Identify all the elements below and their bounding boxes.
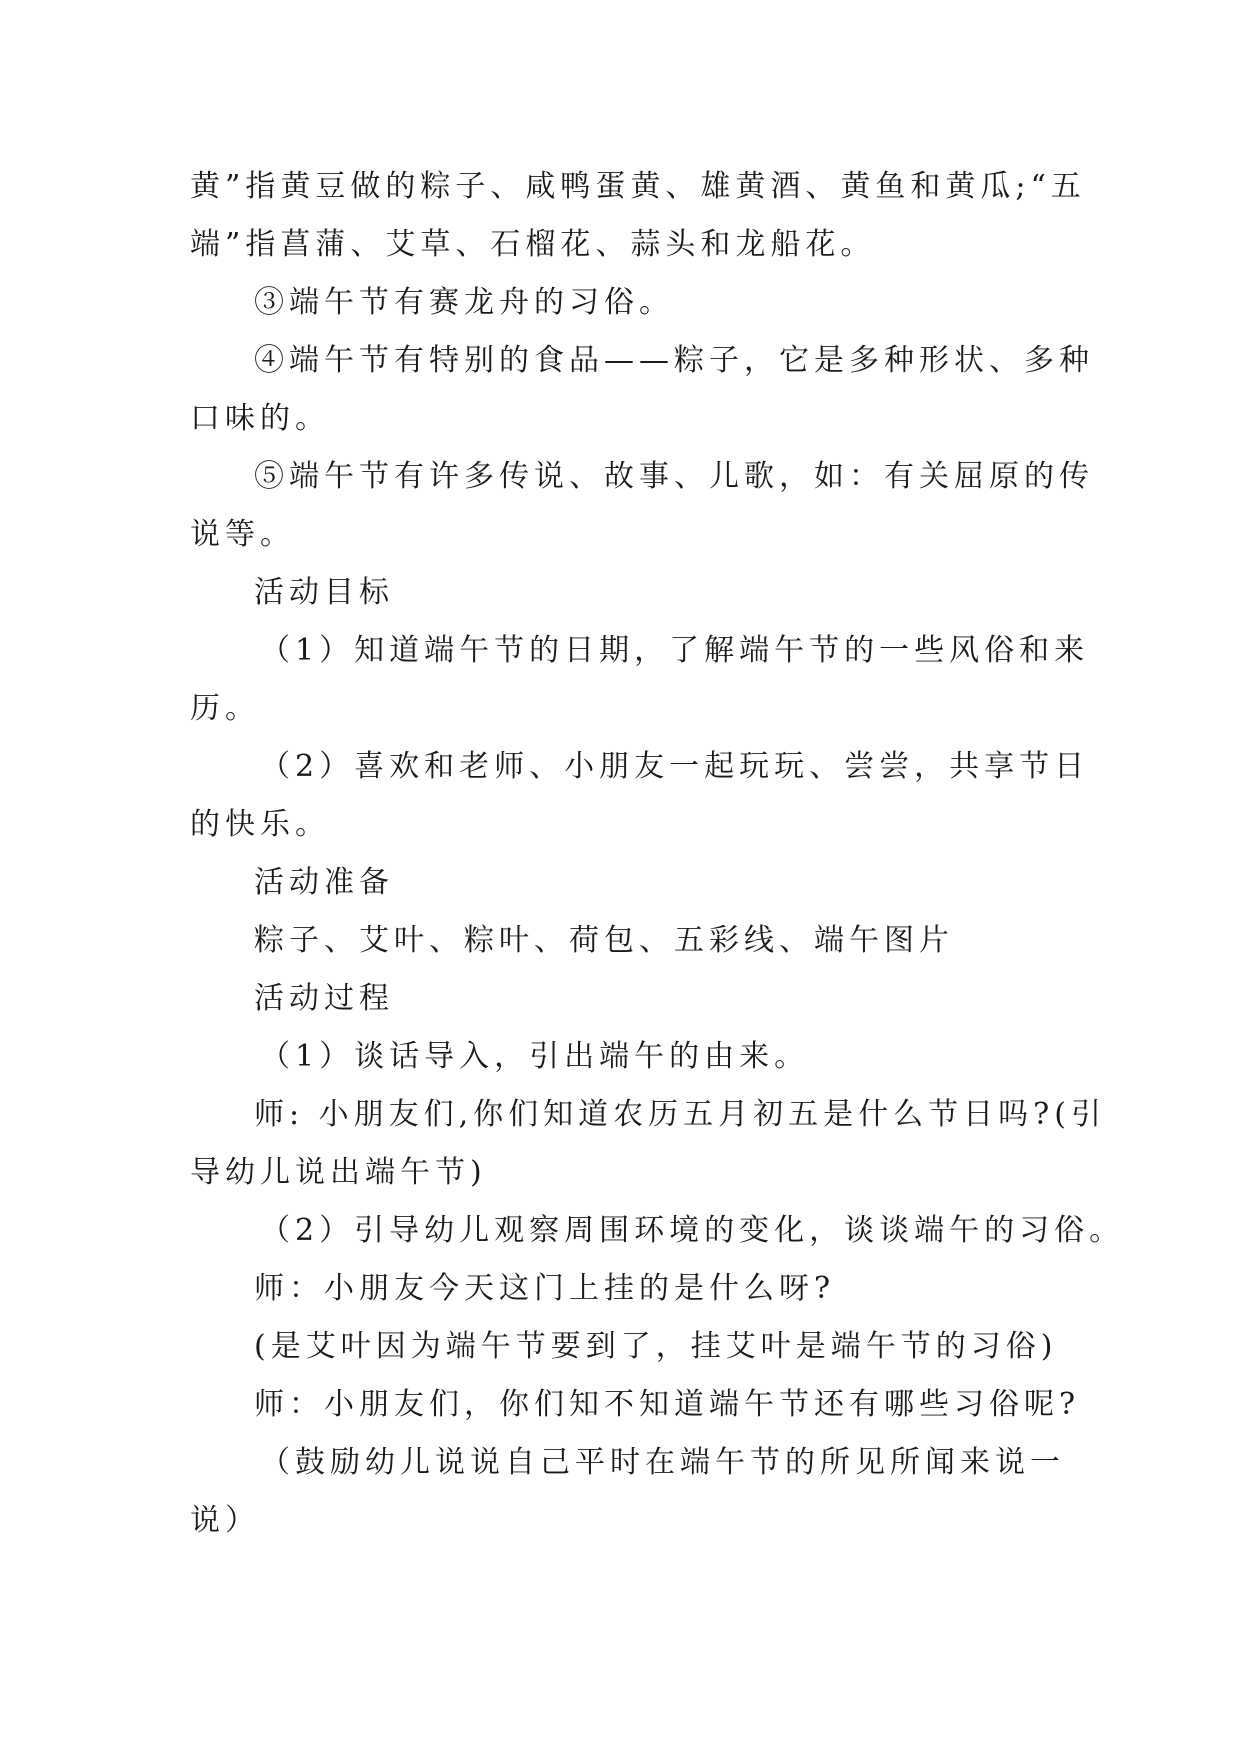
text-line: 粽子、艾叶、粽叶、荷包、五彩线、端午图片 <box>254 923 954 958</box>
text-line: 导幼儿说出端午节) <box>190 1155 487 1190</box>
text-line: 黄”指黄豆做的粽子、咸鸭蛋黄、雄黄酒、黄鱼和黄瓜;“五 <box>190 169 1086 204</box>
text-line: 端”指菖蒲、艾草、石榴花、蒜头和龙船花。 <box>190 227 876 262</box>
text-line: （1）谈话导入，引出端午的由来。 <box>260 1039 810 1074</box>
text-line: 说） <box>190 1503 260 1538</box>
text-line: (是艾叶因为端午节要到了，挂艾叶是端午节的习俗) <box>254 1329 1058 1364</box>
text-line: （2）喜欢和老师、小朋友一起玩玩、尝尝，共享节日 <box>260 749 1090 784</box>
text-line: （2）引导幼儿观察周围环境的变化，谈谈端午的习俗。 <box>260 1213 1125 1248</box>
text-line: ③端午节有赛龙舟的习俗。 <box>254 285 674 320</box>
text-line: 师: 小朋友们,你们知道农历五月初五是什么节日吗?(引 <box>254 1097 1106 1132</box>
text-line: 师：小朋友今天这门上挂的是什么呀? <box>254 1271 836 1306</box>
text-line: ⑤端午节有许多传说、故事、儿歌，如：有关屈原的传 <box>254 459 1094 494</box>
section-heading: 活动准备 <box>254 865 394 900</box>
section-heading: 活动目标 <box>254 575 394 610</box>
text-line: ④端午节有特别的食品——粽子，它是多种形状、多种 <box>254 343 1094 378</box>
text-line: 师：小朋友们，你们知不知道端午节还有哪些习俗呢? <box>254 1387 1081 1422</box>
document-body <box>190 158 1125 1550</box>
text-line: （1）知道端午节的日期，了解端午节的一些风俗和来 <box>260 633 1090 668</box>
text-line: 的快乐。 <box>190 807 330 842</box>
text-line: 说等。 <box>190 517 295 552</box>
section-heading: 活动过程 <box>254 981 394 1016</box>
text-line: （鼓励幼儿说说自己平时在端午节的所见所闻来说一 <box>260 1445 1065 1480</box>
text-line: 口味的。 <box>190 401 330 436</box>
text-line: 历。 <box>190 691 260 726</box>
